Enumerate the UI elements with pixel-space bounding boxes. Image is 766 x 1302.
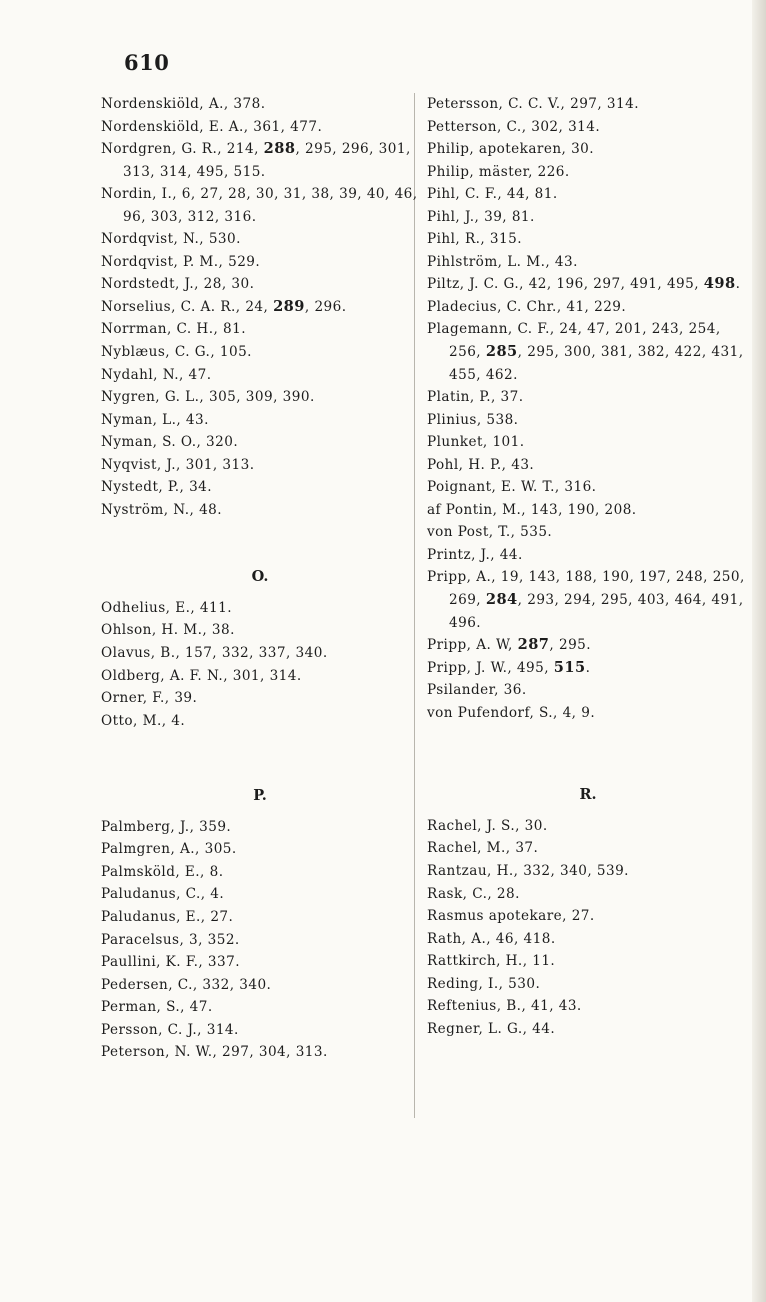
index-entry: Platin, P., 37. bbox=[427, 389, 524, 406]
index-entry: Odhelius, E., 411. bbox=[101, 599, 232, 616]
index-entry: Otto, M., 4. bbox=[101, 712, 186, 729]
left-column bbox=[101, 93, 419, 1064]
index-entry: Reding, I., 530. bbox=[427, 975, 541, 992]
index-entry: Rachel, J. S., 30. bbox=[427, 817, 548, 834]
index-entry: Pihl, R., 315. bbox=[427, 231, 523, 248]
p-section bbox=[101, 816, 419, 1064]
index-entry: Nygren, G. L., 305, 309, 390. bbox=[101, 389, 315, 406]
index-entry: Nordqvist, P. M., 529. bbox=[101, 253, 261, 270]
index-entry: Palmgren, A., 305. bbox=[101, 841, 237, 858]
index-entry: Perman, S., 47. bbox=[101, 999, 213, 1016]
index-entry: Nyblæus, C. G., 105. bbox=[101, 344, 252, 361]
index-entry: Piltz, J. C. G., 42, 196, 297, 491, 495, 498. bbox=[427, 275, 741, 293]
bold-page-reference: 284 bbox=[485, 591, 518, 609]
index-entry: Peterson, N. W., 297, 304, 313. bbox=[101, 1044, 328, 1061]
index-entry: Reftenius, B., 41, 43. bbox=[427, 998, 582, 1015]
bold-page-reference: 285 bbox=[485, 343, 518, 361]
index-entry: Poignant, E. W. T., 316. bbox=[427, 479, 597, 496]
index-entry: Printz, J., 44. bbox=[427, 546, 523, 563]
index-entry: Philip, mäster, 226. bbox=[427, 163, 570, 180]
index-entry: Olavus, B., 157, 332, 337, 340. bbox=[101, 645, 328, 662]
index-entry: Plunket, 101. bbox=[427, 434, 525, 451]
index-entry: Rantzau, H., 332, 340, 539. bbox=[427, 862, 629, 879]
index-entry: Nordin, I., 6, 27, 28, 30, 31, 38, 39, 40, 46, 96, 303, 312, 316. bbox=[101, 186, 418, 225]
section-heading-o: O. bbox=[251, 568, 269, 586]
index-entry: Rath, A., 46, 418. bbox=[427, 930, 556, 947]
index-entry: Palmsköld, E., 8. bbox=[101, 863, 224, 880]
p-section-continued bbox=[427, 93, 749, 724]
index-entry: Paullini, K. F., 337. bbox=[101, 954, 240, 971]
index-entry: Nyström, N., 48. bbox=[101, 501, 223, 518]
index-entry: Paracelsus, 3, 352. bbox=[101, 931, 240, 948]
page-number: 610 bbox=[124, 50, 170, 75]
bold-page-reference: 498 bbox=[703, 275, 736, 293]
index-entry: Persson, C. J., 314. bbox=[101, 1021, 239, 1038]
index-entry: Nyman, L., 43. bbox=[101, 411, 209, 428]
index-entry: Nordenskiöld, E. A., 361, 477. bbox=[101, 118, 323, 135]
index-entry: Palmberg, J., 359. bbox=[101, 818, 232, 835]
index-entry: von Pufendorf, S., 4, 9. bbox=[427, 704, 596, 721]
index-entry: Rask, C., 28. bbox=[427, 885, 520, 902]
index-entry: Pripp, A. W, 287, 295. bbox=[427, 636, 592, 654]
index-entry: Nordenskiöld, A., 378. bbox=[101, 96, 266, 112]
n-section bbox=[101, 93, 419, 521]
index-entry: Psilander, 36. bbox=[427, 682, 527, 699]
index-entry: Nyman, S. O., 320. bbox=[101, 434, 239, 451]
section-heading-r: R. bbox=[579, 786, 597, 804]
index-entry: Rattkirch, H., 11. bbox=[427, 953, 556, 970]
section-heading-p: P. bbox=[253, 787, 267, 805]
index-entry: Nystedt, P., 34. bbox=[101, 479, 213, 496]
index-entry: Rasmus apotekare, 27. bbox=[427, 908, 595, 925]
index-entry: von Post, T., 535. bbox=[427, 524, 553, 541]
page-edge-shadow bbox=[752, 0, 766, 1302]
bold-page-reference: 289 bbox=[273, 297, 305, 315]
index-entry: Rachel, M., 37. bbox=[427, 840, 539, 857]
index-entry: Norselius, C. A. R., 24, 289, 296. bbox=[101, 297, 347, 315]
index-entry: Nydahl, N., 47. bbox=[101, 366, 212, 383]
o-section bbox=[101, 597, 419, 732]
bold-page-reference: 287 bbox=[517, 636, 550, 654]
index-entry: Orner, F., 39. bbox=[101, 690, 198, 707]
index-entry: Plinius, 538. bbox=[427, 411, 519, 428]
index-entry: Pihl, J., 39, 81. bbox=[427, 208, 535, 225]
index-entry: Petterson, C., 302, 314. bbox=[427, 118, 601, 135]
bold-page-reference: 515 bbox=[553, 658, 586, 676]
index-entry: Plagemann, C. F., 24, 47, 201, 243, 254, 256, 285, 295, 300, 381, 382, 422, 431, 455, 462. bbox=[427, 321, 744, 383]
index-entry: Pohl, H. P., 43. bbox=[427, 456, 535, 473]
index-entry: Norrman, C. H., 81. bbox=[101, 321, 247, 338]
index-entry: Pihl, C. F., 44, 81. bbox=[427, 186, 558, 203]
index-entry: Pripp, J. W., 495, 515. bbox=[427, 658, 591, 676]
index-entry: Oldberg, A. F. N., 301, 314. bbox=[101, 667, 302, 684]
index-entry: Paludanus, E., 27. bbox=[101, 908, 234, 925]
index-entry: Ohlson, H. M., 38. bbox=[101, 622, 235, 639]
right-column bbox=[427, 93, 749, 1040]
index-entry: Pripp, A., 19, 143, 188, 190, 197, 248, 250, 269, 284, 293, 294, 295, 403, 464, 491, 496. bbox=[427, 569, 745, 631]
index-entry: Petersson, C. C. V., 297, 314. bbox=[427, 96, 639, 112]
index-entry: Nordqvist, N., 530. bbox=[101, 231, 241, 248]
index-entry: Paludanus, C., 4. bbox=[101, 886, 225, 903]
bold-page-reference: 288 bbox=[263, 140, 296, 158]
index-entry: af Pontin, M., 143, 190, 208. bbox=[427, 501, 637, 518]
index-entry: Philip, apotekaren, 30. bbox=[427, 141, 595, 158]
index-entry: Regner, L. G., 44. bbox=[427, 1020, 556, 1037]
index-entry: Nyqvist, J., 301, 313. bbox=[101, 456, 255, 473]
index-entry: Pedersen, C., 332, 340. bbox=[101, 976, 272, 993]
index-entry: Nordstedt, J., 28, 30. bbox=[101, 276, 255, 293]
index-entry: Pladecius, C. Chr., 41, 229. bbox=[427, 298, 627, 315]
index-entry: Nordgren, G. R., 214, 288, 295, 296, 301, 313, 314, 495, 515. bbox=[101, 140, 411, 180]
index-entry: Pihlström, L. M., 43. bbox=[427, 253, 578, 270]
r-section bbox=[427, 815, 749, 1040]
